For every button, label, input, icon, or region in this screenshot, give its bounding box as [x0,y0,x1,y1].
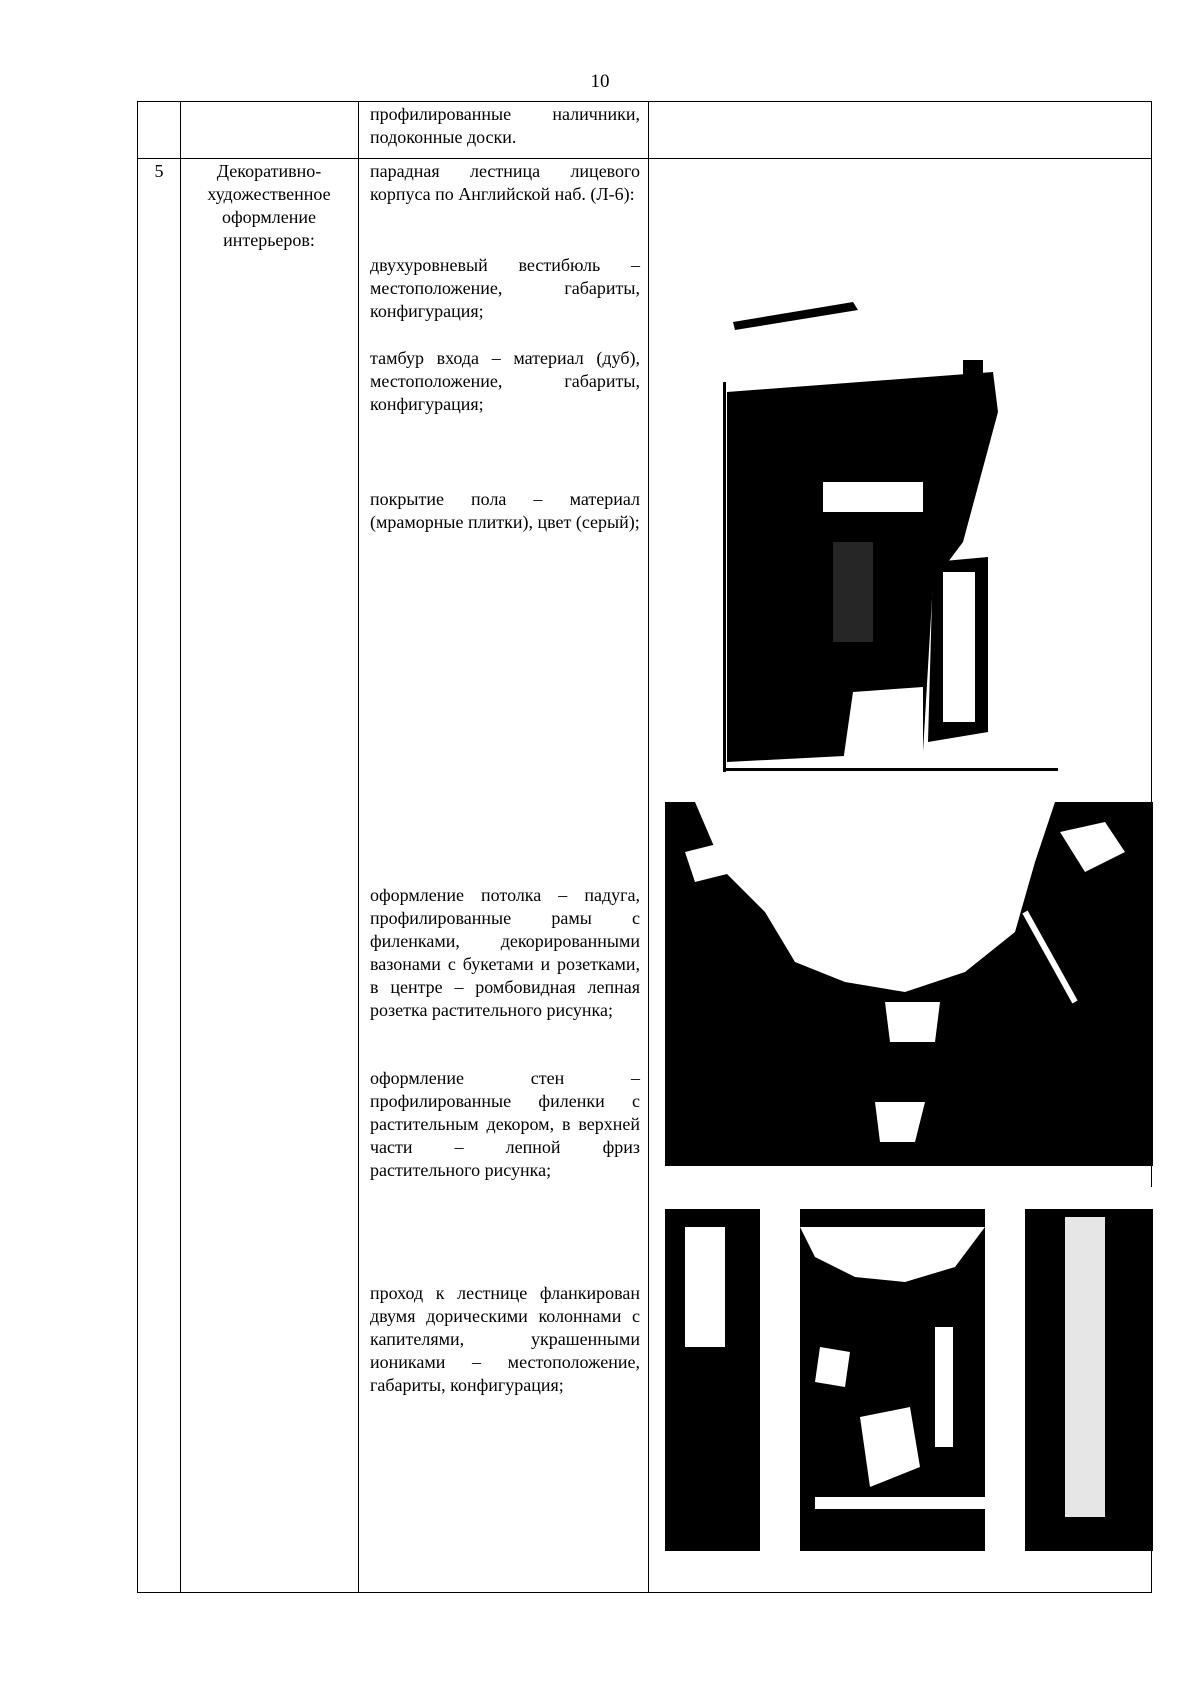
description-cell: профилированные наличники, подоконные доски. [370,104,640,147]
walls-description: оформление стен – профилированные филенки с растительным декором, в верхней части – лепной фриз растительного рисунка; [370,1068,640,1180]
column-divider [180,102,181,1592]
columns-passage-photo [665,1187,1153,1551]
columns-description: проход к лестнице фланкирован двумя дорическими колоннами с капителями, украшенными иониками – местоположение, габариты, конфигурация; [370,1283,640,1395]
page-number: 10 [590,71,610,92]
column-divider [648,102,649,1592]
vestibule-entrance-photo [723,282,1058,772]
vestibule-description: двухуровневый вестибюль – местоположение, габариты, конфигурация; [370,255,640,321]
category-cell: Декоративно-художественное оформление интерьеров: [207,161,331,250]
row-divider [138,158,1151,159]
ceiling-decoration-photo [665,802,1153,1166]
vestibule-entrance-description: тамбур входа – материал (дуб), местоположение, габариты, конфигурация; [370,348,640,414]
stair-description: парадная лестница лицевого корпуса по Английской наб. (Л-6): [370,161,640,204]
column-divider [358,102,359,1592]
row-number: 5 [154,161,164,181]
document-table [137,101,1152,1593]
floor-description: покрытие пола – материал (мраморные плитки), цвет (серый); [370,489,640,532]
ceiling-description: оформление потолка – падуга, профилированные рамы с филенками, декорированными вазонами с букетами и розетками, в центре – ромбовидная лепная розетка растительного рисунка; [370,885,640,1020]
